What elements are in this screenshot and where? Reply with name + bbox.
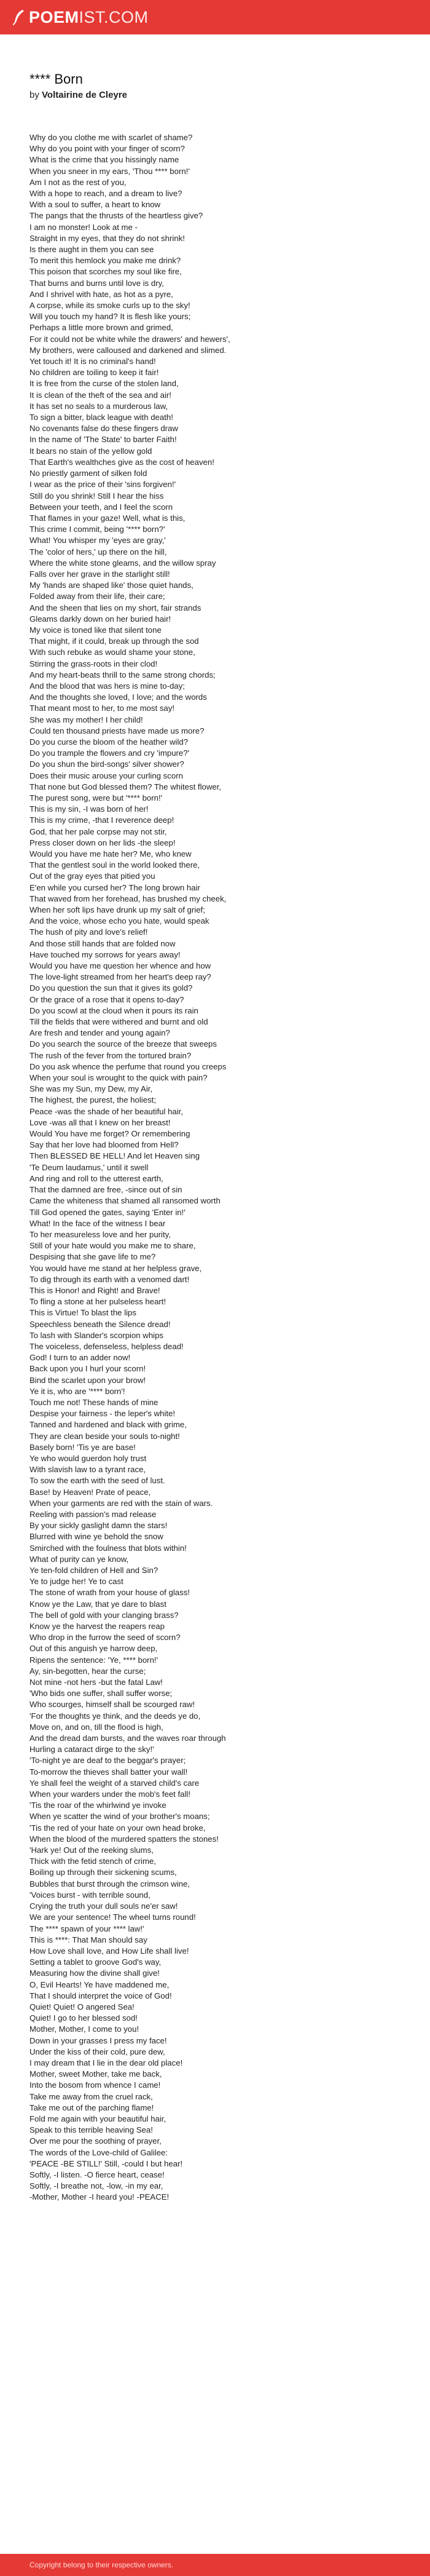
- poem-line: Bind the scarlet upon your brow!: [29, 1375, 146, 1385]
- poem-line: Till the fields that were withered and burnt and old: [29, 1017, 208, 1027]
- poem-line: Who drop in the furrow the seed of scorn?: [29, 1633, 181, 1643]
- poem-line: 'PEACE -BE STILL!' Still, -could I but hear!: [29, 2158, 183, 2168]
- poem-line: The 'color of hers,' up there on the hill,: [29, 547, 167, 557]
- poem-line: Came the whiteness that shamed all ransomed worth: [29, 1196, 221, 1206]
- poem-line: With such rebuke as would shame your stone,: [29, 648, 195, 657]
- poem-line: Would you have me question her whence and how: [29, 961, 211, 971]
- poem-line: Despise your fairness - the leper's white!: [29, 1409, 176, 1419]
- poem-line: Do you ask whence the perfume that round you creeps: [29, 1061, 227, 1071]
- author-link[interactable]: Voltairine de Cleyre: [42, 90, 127, 100]
- poem-line: -Mother, Mother -I heard you! -PEACE!: [29, 2192, 170, 2202]
- poem-line: And the blood that was hers is mine to-day;: [29, 681, 185, 691]
- poem-line: Do you trample the flowers and cry 'impure?': [29, 748, 190, 758]
- poem-line: In the name of 'The State' to barter Faith!: [29, 435, 177, 445]
- poem-line: Basely born! 'Tis ye are base!: [29, 1442, 136, 1452]
- poem-line: And I shrivel with hate, as hot as a pyre,: [29, 289, 173, 299]
- poem-line: God! I turn to an adder now!: [29, 1353, 131, 1363]
- poem-line: Then BLESSED BE HELL! And let Heaven sing: [29, 1151, 200, 1161]
- byline-prefix: by: [29, 90, 39, 100]
- poem-line: Softly, -I listen. -O fierce heart, cease!: [29, 2170, 165, 2179]
- poem-line: Under the kiss of their cold, pure dew,: [29, 2047, 165, 2056]
- poem-line: How Love shall love, and How Life shall live!: [29, 1946, 189, 1956]
- poem-line: What! You whisper my 'eyes are gray,': [29, 536, 166, 545]
- poem-line: She was my Sun, my Dew, my Air,: [29, 1084, 153, 1094]
- poem-line: Stirring the grass-roots in their clod!: [29, 659, 158, 668]
- poem-line: Press closer down on her lids -the sleep!: [29, 838, 176, 847]
- poem-line: Take me away from the cruel rack,: [29, 2091, 153, 2101]
- poem-line: Do you shun the bird-songs' silver shower?: [29, 759, 184, 769]
- site-name-part2: IST.COM: [79, 8, 149, 26]
- poem-line: This is ****: That Man should say: [29, 1935, 147, 1944]
- poem-line: And those still hands that are folded now: [29, 938, 176, 948]
- poem-line: 'Hark ye! Out of the reeking slums,: [29, 1845, 154, 1855]
- poem-line: That flames in your gaze! Well, what is this,: [29, 513, 186, 523]
- poem-line: Ye shall feel the weight of a starved child's care: [29, 1778, 200, 1788]
- poem-line: They are clean beside your souls to-night!: [29, 1431, 180, 1441]
- poem-line: Back upon you I hurl your scorn!: [29, 1364, 146, 1374]
- poem-line: And the thoughts she loved, I love; and the words: [29, 692, 207, 702]
- site-logo[interactable]: [13, 8, 149, 26]
- poem-line: Do you question the sun that it gives its gold?: [29, 983, 193, 993]
- poem-line: I may dream that I lie in the dear old place!: [29, 2058, 183, 2067]
- poem-line: 'Te Deum laudamus,' until it swell: [29, 1162, 149, 1172]
- poem-line: That none but God blessed them? The whitest flower,: [29, 782, 222, 791]
- poem-line: Will you touch my hand? It is flesh like yours;: [29, 312, 191, 322]
- poem-line: Know ye the Law, that ye dare to blast: [29, 1599, 166, 1609]
- poem-line: To-morrow the thieves shall batter your wall!: [29, 1767, 188, 1777]
- poem-line: Ay, sin-begotten, hear the curse;: [29, 1666, 146, 1676]
- poem-line: This poison that scorches my soul like fire,: [29, 267, 182, 277]
- poem-line: It has set no seals to a murderous law,: [29, 401, 168, 411]
- poem-line: Speechless beneath the Silence dread!: [29, 1319, 171, 1329]
- poem-line: This is my crime, -that I reverence deep!: [29, 815, 174, 825]
- poem-line: Falls over her grave in the starlight still!: [29, 569, 170, 579]
- poem-line: To her measureless love and her purity,: [29, 1229, 171, 1239]
- poem-line: Fold me again with your beautiful hair,: [29, 2114, 166, 2123]
- poem-line: Still of your hate would you make me to share,: [29, 1241, 196, 1251]
- poem-line: It is free from the curse of the stolen land,: [29, 379, 179, 389]
- poem-line: What is the crime that you hissingly name: [29, 155, 179, 165]
- poem-line: Do you search the source of the breeze that sweeps: [29, 1039, 217, 1049]
- poem-line: 'Who bids one suffer, shall suffer worse;: [29, 1689, 173, 1698]
- poem-line: When your soul is wrought to the quick with pain?: [29, 1073, 208, 1083]
- site-name-part1: POEM: [29, 8, 79, 26]
- poem-line: Why do you point with your finger of scorn?: [29, 144, 185, 154]
- poem-line: To fling a stone at her pulseless heart!: [29, 1297, 166, 1307]
- poem-line: When your garments are red with the stain of wars.: [29, 1498, 213, 1508]
- poem-line: Ye to judge her! Ye to cast: [29, 1577, 123, 1587]
- poem-line: Straight in my eyes, that they do not shrink!: [29, 233, 185, 243]
- poem-line: With a hope to reach, and a dream to live?: [29, 189, 182, 199]
- poem-line: Quiet! Quiet! O angered Sea!: [29, 2002, 135, 2011]
- poem-line: Quiet! I go to her blessed sod!: [29, 2013, 138, 2023]
- poem-line: Why do you clothe me with scarlet of shame?: [29, 133, 193, 142]
- poem-line: Where the white stone gleams, and the willow spray: [29, 558, 216, 568]
- poem-line: To merit this hemlock you make me drink?: [29, 256, 181, 266]
- site-footer: [0, 2554, 430, 2576]
- poem-line: That the damned are free, -since out of sin: [29, 1185, 182, 1195]
- poem-line: That the gentlest soul in the world looked there,: [29, 860, 200, 870]
- poem-line: 'Tis the red of your hate on your own head broke,: [29, 1823, 206, 1833]
- poem-line: When your warders under the mob's feet fall!: [29, 1789, 190, 1799]
- poem-line: No children are toiling to keep it fair!: [29, 368, 159, 378]
- poem-line: No priestly garment of silken fold: [29, 469, 147, 478]
- poem-line: Into the bosom from whence I came!: [29, 2080, 161, 2090]
- poem-line: The bell of gold with your clanging brass?: [29, 1610, 179, 1620]
- poem-line: Ye who would guerdon holy trust: [29, 1453, 147, 1463]
- poem-line: Not mine -not hers -but the fatal Law!: [29, 1678, 163, 1687]
- poem-line: That meant most to her, to me most say!: [29, 703, 175, 713]
- poem-line: That I should interpret the voice of God!: [29, 1991, 172, 2000]
- poem-line: Hurling a cataract dirge to the sky!': [29, 1745, 154, 1754]
- poem-line: Measuring how the divine shall give!: [29, 1968, 160, 1978]
- poem-line: Touch me not! These hands of mine: [29, 1397, 158, 1407]
- poem-line: A corpse, while its smoke curls up to the sky!: [29, 301, 190, 311]
- poem-line: Is there aught in them you can see: [29, 245, 154, 255]
- poem-line: The words of the Love-child of Galilee:: [29, 2147, 168, 2157]
- poem-line: That burns and burns until love is dry,: [29, 278, 164, 288]
- poem-line: This is Honor! and Right! and Brave!: [29, 1285, 160, 1295]
- poem-line: This crime I commit, being '**** born?': [29, 525, 165, 534]
- poem-line: Speak to this terrible heaving Sea!: [29, 2125, 153, 2135]
- poem-line: The love-light streamed from her heart's deep ray?: [29, 972, 211, 982]
- poem-line: Take me out of the parching flame!: [29, 2102, 154, 2112]
- poem-line: Would You have me forget? Or remembering: [29, 1129, 190, 1139]
- poem-line: Move on, and on, till the flood is high,: [29, 1722, 163, 1732]
- poem-line: Do you curse the bloom of the heather wild?: [29, 737, 189, 747]
- poem-line: Yet touch it! It is no criminal's hand!: [29, 357, 156, 367]
- poem-line: And the sheen that lies on my short, fair strands: [29, 603, 201, 612]
- poem-line: Could ten thousand priests have made us more?: [29, 726, 205, 735]
- poem-line: The stone of wrath from your house of glass!: [29, 1588, 190, 1598]
- poem-line: This is my sin, -I was born of her!: [29, 804, 149, 814]
- poem-line: Bubbles that burst through the crimson wine,: [29, 1879, 190, 1888]
- poem-line: Down in your grasses I press my face!: [29, 2035, 167, 2045]
- poem-line: The highest, the purest, the holiest;: [29, 1095, 156, 1105]
- poem-line: Mother, sweet Mother, take me back,: [29, 2069, 162, 2079]
- poem-line: You would have me stand at her helpless grave,: [29, 1263, 202, 1273]
- poem-line: Softly, -I breathe not, -low, -in my ear,: [29, 2181, 163, 2191]
- poem-line: Gleams darkly down on her buried hair!: [29, 614, 171, 624]
- poem-line: To sign a bitter, black league with death!: [29, 413, 173, 422]
- poem-line: My voice is toned like that silent tone: [29, 625, 162, 635]
- poem-line: Would you have me hate her? Me, who knew: [29, 849, 192, 858]
- poem-line: When the blood of the murdered spatters the stones!: [29, 1834, 219, 1844]
- poem-line: God, that her pale corpse may not stir,: [29, 826, 167, 836]
- poem-line: Love -was all that I knew on her breast!: [29, 1117, 171, 1127]
- poem-line: The pangs that the thrusts of the heartless give?: [29, 211, 203, 221]
- poem-line: The **** spawn of your **** law!': [29, 1924, 144, 1933]
- poem-line: Perhaps a little more brown and grimed,: [29, 323, 173, 333]
- poem-line: And ring and roll to the utterest earth,: [29, 1173, 163, 1183]
- poem-line: Or the grace of a rose that it opens to-day?: [29, 994, 184, 1004]
- poem-line: Ye it is, who are '**** born'!: [29, 1386, 125, 1396]
- poem-line: When her soft lips have drunk up my salt of grief;: [29, 905, 205, 915]
- poem-line: The hush of pity and love's relief!: [29, 927, 148, 937]
- poem-line: Ripens the sentence: 'Ye, **** born!': [29, 1655, 158, 1665]
- poem-line: Are fresh and tender and young again?: [29, 1028, 170, 1038]
- poem-line: Know ye the harvest the reapers reap: [29, 1622, 165, 1631]
- poem-line: Mother, Mother, I come to you!: [29, 2024, 139, 2034]
- poem-line: With a soul to suffer, a heart to know: [29, 200, 161, 210]
- poem-line: And my heart-beats thrill to the same strong chords;: [29, 670, 216, 680]
- poem-line: Who scourges, himself shall be scourged raw!: [29, 1700, 195, 1710]
- poem-line: Tanned and hardened and black with grime,: [29, 1420, 187, 1430]
- poem-line: To sow the earth with the seed of lust.: [29, 1476, 165, 1486]
- byline: [29, 89, 127, 101]
- poem-line: 'For the thoughts ye think, and the deeds ye do,: [29, 1711, 201, 1721]
- poem-line: With slavish law to a tyrant race,: [29, 1465, 146, 1475]
- poem-line: It is clean of the theft of the sea and air!: [29, 390, 171, 400]
- poem-line: And the voice, whose echo you hate, would speak: [29, 916, 209, 926]
- poem-line: Out of this anguish ye harrow deep,: [29, 1644, 158, 1654]
- poem-line: That Earth's wealthches give as the cost of heaven!: [29, 457, 214, 467]
- poem-line: Still do you shrink! Still I hear the hiss: [29, 491, 164, 501]
- poem-line: To lash with Slander's scorpion whips: [29, 1330, 164, 1340]
- poem-line: And the dread dam bursts, and the waves roar through: [29, 1734, 226, 1743]
- poem-line: Thick with the fetid stench of crime,: [29, 1857, 156, 1866]
- poem-line: Till God opened the gates, saying 'Enter in!': [29, 1207, 186, 1217]
- poem-line: The voiceless, defenseless, helpless dead!: [29, 1341, 184, 1351]
- poem-line: What! In the face of the witness I bear: [29, 1218, 166, 1228]
- poem-line: The purest song, were but '**** born!': [29, 793, 163, 803]
- poem-line: We are your sentence! The wheel turns round!: [29, 1912, 196, 1922]
- poem-line: For it could not be white while the drawers' and hewers',: [29, 334, 230, 344]
- poem-line: Smirched with the foulness that blots within!: [29, 1543, 187, 1553]
- poem-line: Am I not as the rest of you,: [29, 177, 127, 187]
- poem-line: My 'hands are shaped like' those quiet hands,: [29, 581, 194, 590]
- poem-line: Out of the gray eyes that pitied you: [29, 871, 155, 881]
- poem-line: Despising that she gave life to me?: [29, 1252, 156, 1262]
- poem-line: Crying the truth your dull souls ne'er saw!: [29, 1901, 178, 1911]
- poem-line: Does their music arouse your curling scorn: [29, 771, 183, 780]
- poem-line: 'Voices burst - with terrible sound,: [29, 1890, 150, 1900]
- poem-line: Ye ten-fold children of Hell and Sin?: [29, 1566, 158, 1575]
- poem-line: The rush of the fever from the tortured brain?: [29, 1050, 192, 1060]
- poem-line: That might, if it could, break up through the sod: [29, 636, 199, 646]
- poem-line: Reeling with passion's mad release: [29, 1509, 157, 1519]
- site-name: [29, 8, 149, 26]
- poem-line: Between your teeth, and I feel the scorn: [29, 502, 173, 512]
- poem-line: That waved from her forehead, has brushed my cheek,: [29, 894, 227, 903]
- site-header: [0, 0, 430, 34]
- poem-line: Boiling up through their sickening scums,: [29, 1868, 177, 1877]
- poem-line: E'en while you cursed her? The long brown hair: [29, 882, 200, 892]
- poem-line: What of purity can ye know,: [29, 1554, 129, 1564]
- poem-line: Folded away from their life, their care;: [29, 592, 165, 601]
- poem-line: Base! by Heaven! Prate of peace,: [29, 1487, 151, 1497]
- copyright-notice: Copyright belong to their respective owners.: [29, 2561, 174, 2569]
- poem-line: Say that her love had bloomed from Hell?: [29, 1140, 179, 1150]
- poem-line: When ye scatter the wind of your brother's moans;: [29, 1812, 210, 1821]
- poem-line: Setting a tablet to groove God's way,: [29, 1957, 162, 1967]
- poem-line: It bears no stain of the yellow gold: [29, 446, 152, 456]
- poem-line: By your sickly gaslight damn the stars!: [29, 1521, 168, 1531]
- poem-line: O, Evil Hearts! Ye have maddened me,: [29, 1980, 170, 1989]
- poem-line: To dig through its earth with a venomed dart!: [29, 1274, 190, 1284]
- poem-line: My brothers, were calloused and darkened and slimed.: [29, 345, 227, 355]
- poem-line: When you sneer in my ears, 'Thou **** born!': [29, 166, 190, 176]
- poem-line: This is Virtue! To blast the lips: [29, 1308, 136, 1318]
- poem-line: I wear as the price of their 'sins forgiven!': [29, 480, 176, 489]
- poem-line: 'Tis the roar of the whirlwind ye invoke: [29, 1801, 166, 1810]
- quill-pen-icon: [13, 9, 25, 25]
- poem-body: [29, 132, 404, 2203]
- poem-line: She was my mother! I her child!: [29, 715, 143, 724]
- poem-line: 'To-night ye are deaf to the beggar's prayer;: [29, 1756, 186, 1766]
- poem-line: Over me pour the soothing of prayer,: [29, 2136, 162, 2146]
- poem-title: **** Born: [29, 71, 83, 87]
- poem-line: Peace -was the shade of her beautiful hair,: [29, 1106, 183, 1116]
- poem-line: Blurred with wine ye behold the snow: [29, 1532, 163, 1542]
- poem-line: Have touched my sorrows for years away!: [29, 949, 181, 959]
- poem-line: I am no monster! Look at me -: [29, 222, 138, 232]
- poem-line: Do you scowl at the cloud when it pours its rain: [29, 1005, 198, 1015]
- poem-line: No covenants false do these fingers draw: [29, 424, 178, 434]
